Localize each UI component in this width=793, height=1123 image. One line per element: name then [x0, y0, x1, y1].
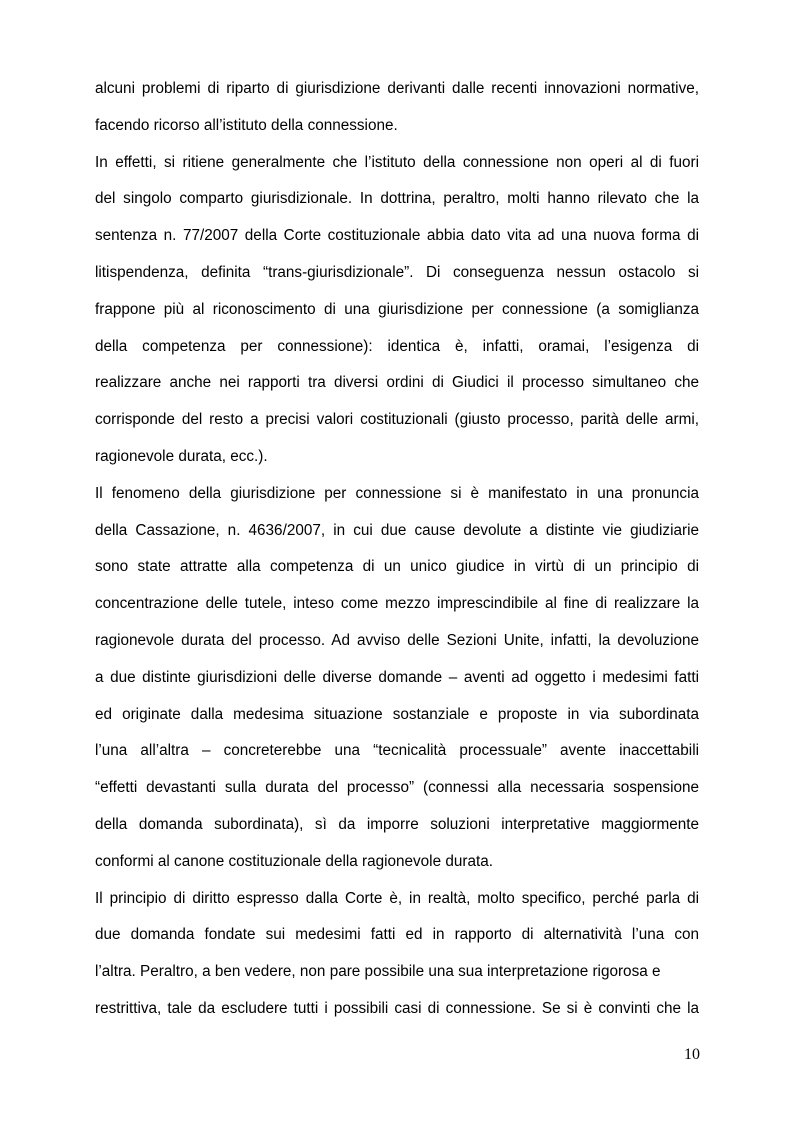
text-line: sentenza n. 77/2007 della Corte costituzionale abbia dato vita ad una nuova forma di: [95, 227, 699, 245]
text-line: facendo ricorso all’istituto della connessione.: [95, 116, 398, 134]
text-line: alcuni problemi di riparto di giurisdizione derivanti dalle recenti innovazioni normative,: [95, 80, 699, 97]
text-line: ragionevole durata, ecc.).: [95, 447, 268, 465]
text-line: restrittiva, tale da escludere tutti i possibili casi di connessione. Se si è convinti che la: [95, 999, 699, 1017]
text-line: In effetti, si ritiene generalmente che l’istituto della connessione non operi al di fuori: [95, 153, 699, 171]
text-line: conformi al canone costituzionale della ragionevole durata.: [95, 852, 493, 870]
text-line: della domanda subordinata), sì da imporre soluzioni interpretative maggiormente: [95, 815, 699, 833]
text-line: realizzare anche nei rapporti tra diversi ordini di Giudici il processo simultaneo che: [95, 374, 699, 392]
text-line: Il fenomeno della giurisdizione per connessione si è manifestato in una pronuncia: [95, 484, 699, 502]
text-line: della competenza per connessione): identica è, infatti, oramai, l’esigenza di: [95, 337, 699, 355]
text-line: due domanda fondate sui medesimi fatti ed in rapporto di alternatività l’una con: [95, 926, 699, 944]
text-line: della Cassazione, n. 4636/2007, in cui due cause devolute a distinte vie giudiziarie: [95, 521, 699, 539]
text-line: l’altra. Peraltro, a ben vedere, non pare possibile una sua interpretazione rigorosa e: [95, 963, 661, 981]
text-line: Il principio di diritto espresso dalla Corte è, in realtà, molto specifico, perché parla di: [95, 889, 699, 907]
text-line: corrisponde del resto a precisi valori costituzionali (giusto processo, parità delle armi,: [95, 411, 699, 429]
text-line: “effetti devastanti sulla durata del processo” (connessi alla necessaria sospensione: [95, 779, 699, 797]
body-text: [95, 71, 699, 1028]
text-line: concentrazione delle tutele, inteso come mezzo imprescindibile al fine di realizzare la: [95, 595, 699, 613]
text-line: a due distinte giurisdizioni delle diverse domande – aventi ad oggetto i medesimi fatti: [95, 668, 699, 686]
text-line: ragionevole durata del processo. Ad avviso delle Sezioni Unite, infatti, la devoluzione: [95, 631, 699, 649]
text-line: del singolo comparto giurisdizionale. In dottrina, peraltro, molti hanno rilevato che la: [95, 190, 699, 208]
text-line: l’una all’altra – concreterebbe una “tecnicalità processuale” avente inaccettabili: [95, 742, 699, 760]
text-line: sono state attratte alla competenza di un unico giudice in virtù di un principio di: [95, 558, 699, 576]
text-line: frappone più al riconoscimento di una giurisdizione per connessione (a somiglianza: [95, 300, 699, 318]
text-line: litispendenza, definita “trans-giurisdizionale”. Di conseguenza nessun ostacolo si: [95, 263, 699, 281]
page-number: 10: [684, 1046, 700, 1063]
text-line: ed originate dalla medesima situazione sostanziale e proposte in via subordinata: [95, 705, 699, 723]
